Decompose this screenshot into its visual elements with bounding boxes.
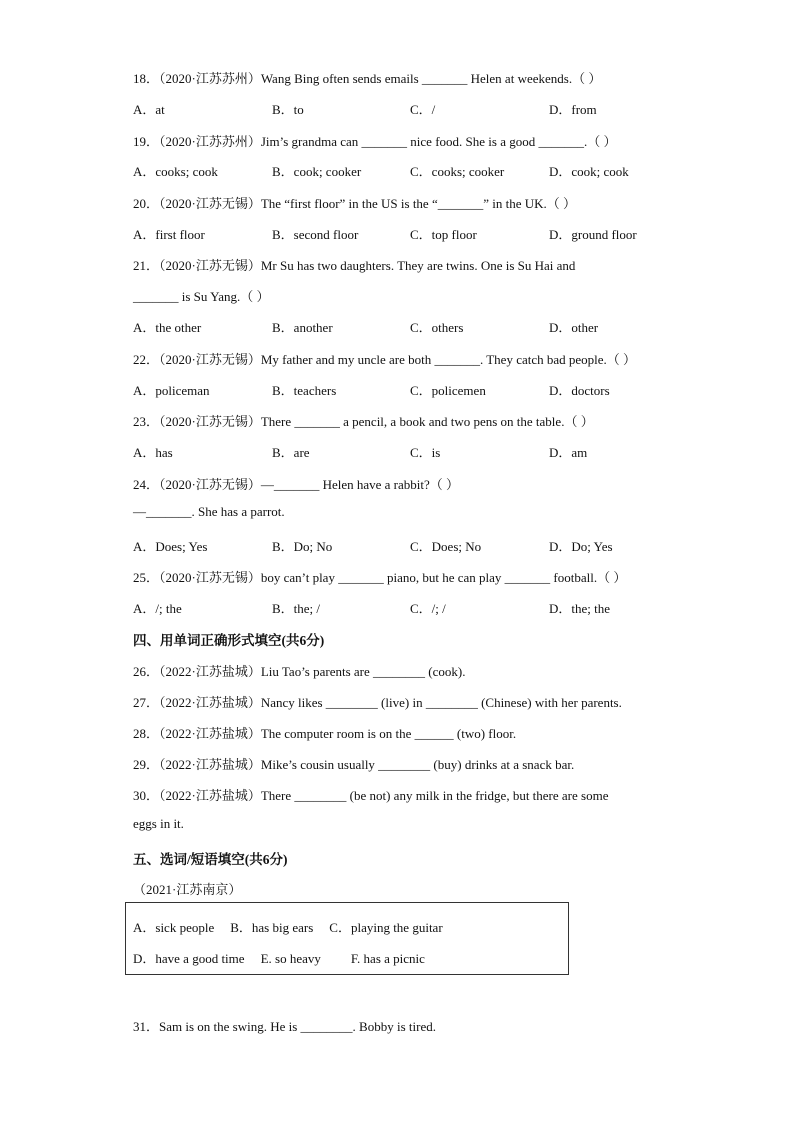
question-24-stem-cont: —_______. She has a parrot.: [133, 504, 285, 519]
word-bank-option-e: E. so heavy: [260, 951, 321, 966]
q22-option-c: C．policemen: [410, 383, 486, 398]
q18-option-d: D．from: [549, 102, 597, 117]
q18-option-b: B．to: [272, 102, 304, 117]
q20-option-c: C．top floor: [410, 227, 477, 242]
question-20-stem: 20．（2020·江苏无锡）The “first floor” in the US is the “_______” in the UK.（ ）: [133, 196, 577, 211]
q21-option-d: D．other: [549, 320, 599, 335]
word-bank-option-b: B．has big ears: [230, 920, 314, 935]
question-19-stem: 19．（2020·江苏苏州）Jim’s grandma can _______ nice food. She is a good _______.（ ）: [133, 134, 617, 149]
q21-option-a: A．the other: [133, 320, 202, 335]
question-25-stem: 25．（2020·江苏无锡）boy can’t play _______ piano, but he can play _______ football.（ ）: [133, 570, 627, 585]
q18-option-c: C．/: [410, 102, 436, 117]
q25-option-a: A．/; the: [133, 601, 182, 616]
section-4-heading: 四、用单词正确形式填空(共6分): [133, 633, 325, 648]
q24-option-a: A．Does; Yes: [133, 539, 208, 554]
question-28: 28．（2022·江苏盐城）The computer room is on the ______ (two) floor.: [133, 726, 517, 741]
q24-option-c: C．Does; No: [410, 539, 482, 554]
q19-option-d: D．cook; cook: [549, 164, 629, 179]
question-27: 27．（2022·江苏盐城）Nancy likes ________ (live) in ________ (Chinese) with her parents.: [133, 695, 622, 710]
word-bank-option-d: D．have a good time: [133, 951, 245, 966]
word-bank-option-f: F. has a picnic: [350, 951, 425, 966]
q19-option-a: A．cooks; cook: [133, 164, 218, 179]
question-31: 31．Sam is on the swing. He is ________. Bobby is tired.: [133, 1019, 436, 1034]
q24-option-b: B．Do; No: [272, 539, 333, 554]
question-18-stem: 18．（2020·江苏苏州）Wang Bing often sends emails _______ Helen at weekends.（ ）: [133, 71, 602, 86]
q22-option-b: B．teachers: [272, 383, 337, 398]
q21-option-b: B．another: [272, 320, 333, 335]
word-bank-row-1: [133, 917, 443, 936]
q23-option-c: C．is: [410, 445, 441, 460]
q20-option-b: B．second floor: [272, 227, 359, 242]
q20-option-d: D．ground floor: [549, 227, 637, 242]
q18-option-a: A．at: [133, 102, 165, 117]
question-22-stem: 22．（2020·江苏无锡）My father and my uncle are both _______. They catch bad people.（ ）: [133, 352, 637, 367]
question-26: 26．（2022·江苏盐城）Liu Tao’s parents are ________ (cook).: [133, 664, 466, 679]
section-5-heading: 五、选词/短语填空(共6分): [133, 852, 288, 867]
q20-option-a: A．first floor: [133, 227, 205, 242]
q23-option-b: B．are: [272, 445, 310, 460]
question-29: 29．（2022·江苏盐城）Mike’s cousin usually ________ (buy) drinks at a snack bar.: [133, 757, 575, 772]
q23-option-d: D．am: [549, 445, 588, 460]
q25-option-c: C．/; /: [410, 601, 446, 616]
section-5-source: （2021·江苏南京）: [133, 882, 242, 897]
q24-option-d: D．Do; Yes: [549, 539, 613, 554]
q19-option-c: C．cooks; cooker: [410, 164, 505, 179]
q22-option-d: D．doctors: [549, 383, 610, 398]
question-23-stem: 23．（2020·江苏无锡）There _______ a pencil, a book and two pens on the table.（ ）: [133, 414, 594, 429]
q23-option-a: A．has: [133, 445, 173, 460]
word-bank-row-2: [133, 948, 425, 967]
q19-option-b: B．cook; cooker: [272, 164, 362, 179]
q25-option-b: B．the; /: [272, 601, 321, 616]
q22-option-a: A．policeman: [133, 383, 210, 398]
question-21-stem: 21．（2020·江苏无锡）Mr Su has two daughters. They are twins. One is Su Hai and: [133, 258, 576, 273]
q25-option-d: D．the; the: [549, 601, 611, 616]
question-30: 30．（2022·江苏盐城）There ________ (be not) any milk in the fridge, but there are some: [133, 788, 609, 803]
word-bank-option-c: C．playing the guitar: [329, 920, 443, 935]
word-bank-option-a: A．sick people: [133, 920, 215, 935]
question-21-stem-cont: _______ is Su Yang.（ ）: [133, 289, 270, 304]
question-30-cont: eggs in it.: [133, 816, 184, 831]
question-24-stem: 24．（2020·江苏无锡）—_______ Helen have a rabbit?（ ）: [133, 477, 460, 492]
word-bank-box: [125, 902, 569, 975]
q21-option-c: C．others: [410, 320, 464, 335]
